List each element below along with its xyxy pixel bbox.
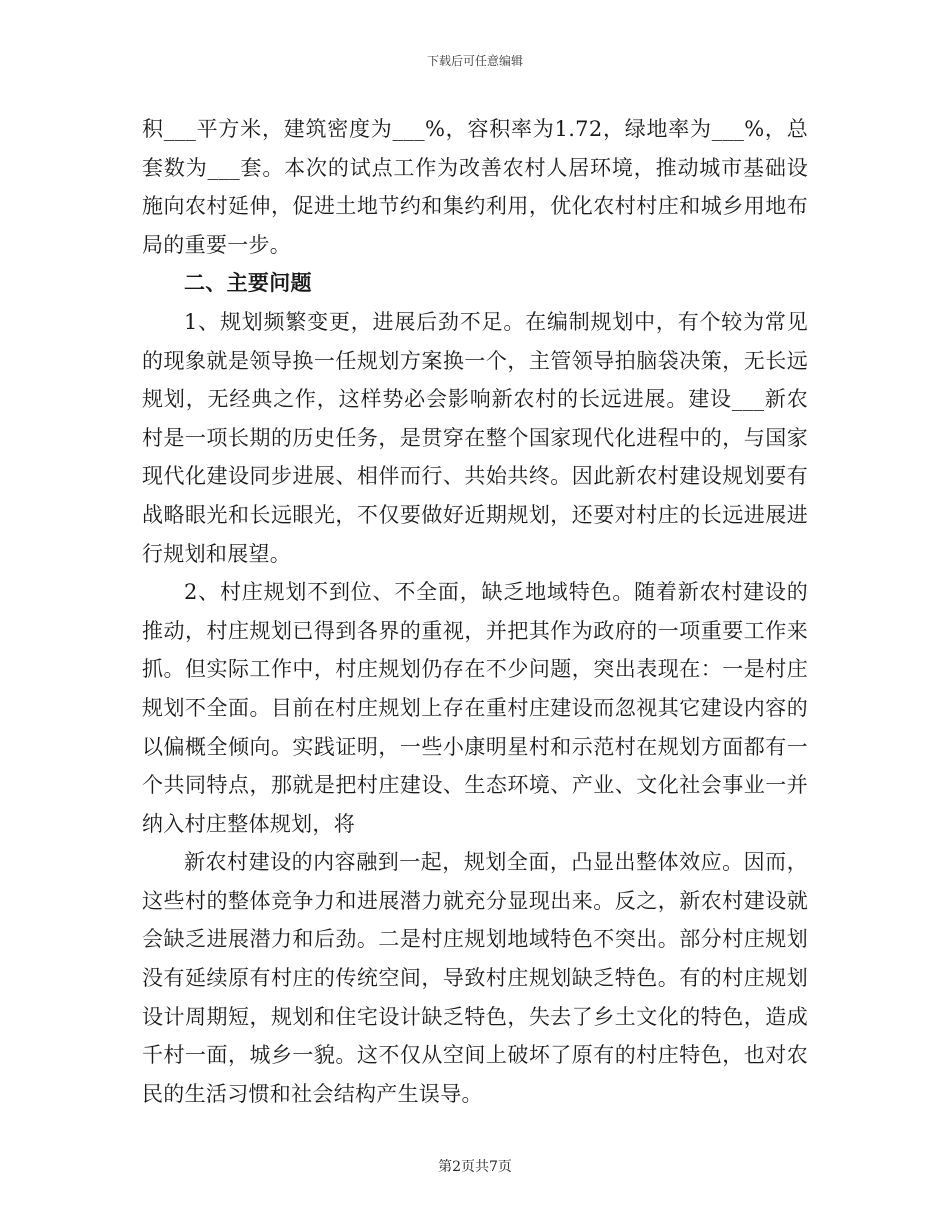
page-footer: 第2页共7页 <box>438 1159 512 1175</box>
section-heading: 二、主要问题 <box>184 270 312 296</box>
document-body <box>142 110 808 1113</box>
paragraph-issue-1: 1、规划频繁变更，进展后劲不足。在编制规划中，有个较为常见的现象就是领导换一任规划方案换一个，主管领导拍脑袋决策，无长远规划，无经典之作，这样势必会影响新农村的长远进展。建设___新农村是一项长期的历史任务，是贯穿在整个国家现代化进程中的，与国家现代化建设同步进展、相伴而行、共始共终。因此新农村建设规划要有战略眼光和长远眼光，不仅要做好近期规划，还要对村庄的长远进展进行规划和展望。 <box>142 309 808 566</box>
paragraph-issue-2-continued: 新农村建设的内容融到一起，规划全面，凸显出整体效应。因而，这些村的整体竞争力和进展潜力就充分显现出来。反之，新农村建设就会缺乏进展潜力和后劲。二是村庄规划地域特色不突出。部分村庄规划没有延续原有村庄的传统空间，导致村庄规划缺乏特色。有的村庄规划设计周期短，规划和住宅设计缺乏特色，失去了乡土文化的特色，造成千村一面，城乡一貌。这不仅从空间上破坏了原有的村庄特色，也对农民的生活习惯和社会结构产生误导。 <box>142 850 808 1106</box>
paragraph-continuation: 积___平方米，建筑密度为___%，容积率为1.72，绿地率为___%，总套数为___套。本次的试点工作为改善农村人居环境，推动城市基础设施向农村延伸，促进土地节约和集约利用，优化农村村庄和城乡用地布局的重要一步。 <box>142 117 808 257</box>
paragraph-issue-2: 2、村庄规划不到位、不全面，缺乏地域特色。随着新农村建设的推动，村庄规划已得到各界的重视，并把其作为政府的一项重要工作来抓。但实际工作中，村庄规划仍存在不少问题，突出表现在：一是村庄规划不全面。目前在村庄规划上存在重村庄建设而忽视其它建设内容的以偏概全倾向。实践证明，一些小康明星村和示范村在规划方面都有一个共同特点，那就是把村庄建设、生态环境、产业、文化社会事业一并纳入村庄整体规划，将 <box>142 580 808 836</box>
page-header: 下载后可任意编辑 <box>426 54 523 68</box>
